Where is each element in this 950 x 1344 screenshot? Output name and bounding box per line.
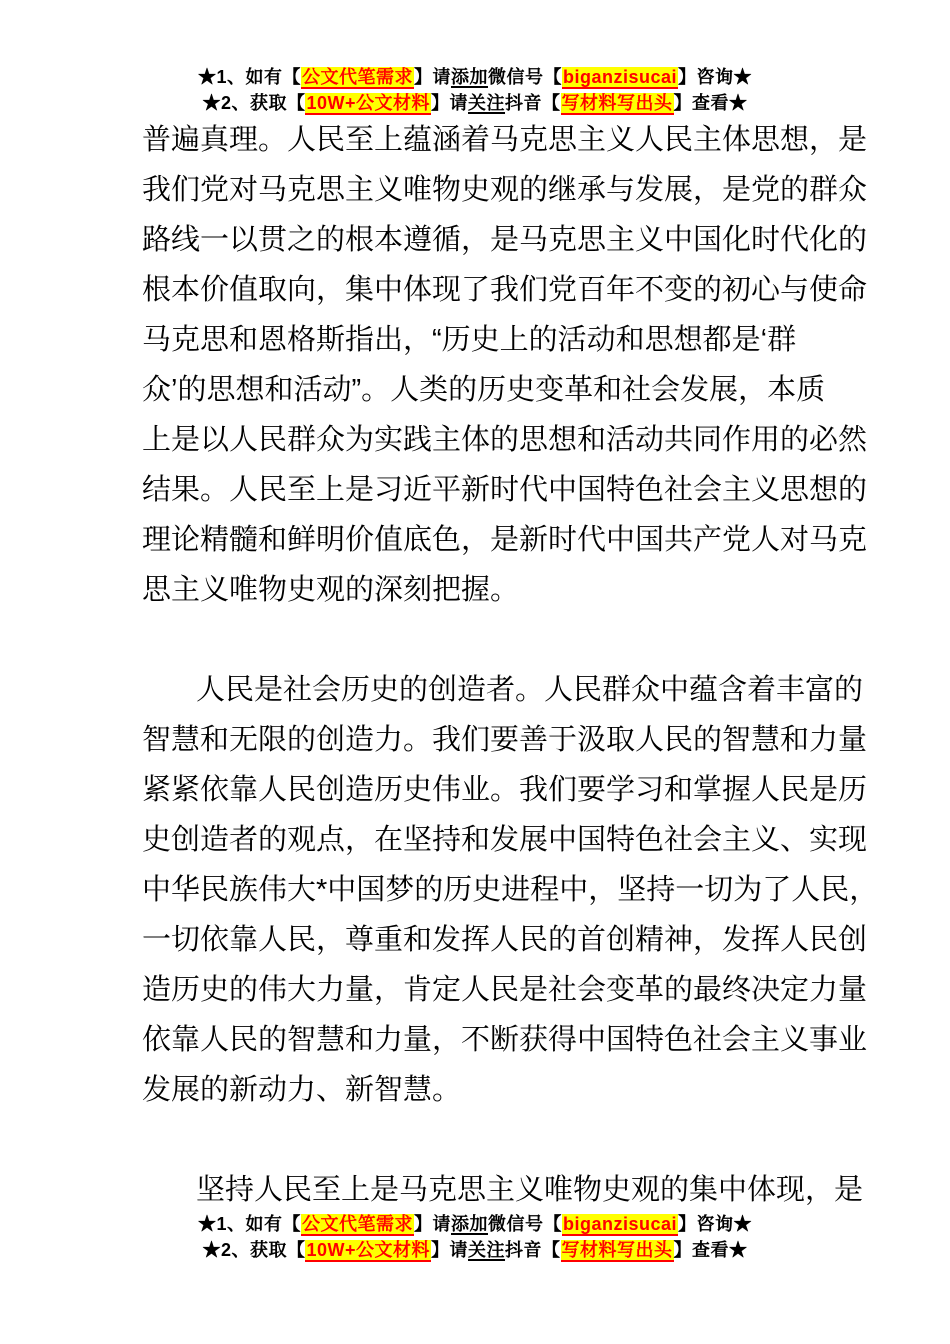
body-line: 造历史的伟大力量，肯定人民是社会变革的最终决定力量 bbox=[142, 974, 868, 1006]
promo-text: 】请 bbox=[413, 67, 451, 87]
promo-text: 】咨询★ bbox=[678, 1214, 753, 1234]
promo-banner-footer bbox=[0, 1211, 950, 1263]
body-line: 中华民族伟大*中国梦的历史进程中，坚持一切为了人民， bbox=[142, 874, 879, 906]
body-line: 史创造者的观点，在坚持和发展中国特色社会主义、实现 bbox=[142, 824, 868, 856]
body-line: 坚持人民至上是马克思主义唯物史观的集中体现，是 bbox=[196, 1174, 864, 1206]
document-body bbox=[142, 115, 879, 1215]
promo-text: ★2、获取【 bbox=[202, 1240, 306, 1260]
promo-text: 抖音【 bbox=[505, 93, 561, 113]
paragraph-2 bbox=[142, 665, 879, 1115]
paragraph-3 bbox=[142, 1165, 864, 1215]
promo-highlight-service: 公文代笔需求 bbox=[301, 1214, 413, 1234]
body-line: 智慧和无限的创造力。我们要善于汲取人民的智慧和力量 bbox=[142, 724, 868, 756]
body-line: 我们党对马克思主义唯物史观的继承与发展，是党的群众 bbox=[142, 174, 868, 206]
promo-banner-header bbox=[0, 64, 950, 116]
body-line: 发展的新动力、新智慧。 bbox=[142, 1074, 462, 1106]
body-line: 紧紧依靠人民创造历史伟业。我们要学习和掌握人民是历 bbox=[142, 774, 868, 806]
body-line: 普遍真理。人民至上蕴涵着马克思主义人民主体思想，是 bbox=[142, 124, 868, 156]
body-line: 人民是社会历史的创造者。人民群众中蕴含着丰富的 bbox=[196, 674, 864, 706]
promo-text: 】查看★ bbox=[673, 1240, 748, 1260]
promo-text: 】查看★ bbox=[673, 93, 748, 113]
body-line: 一切依靠人民，尊重和发挥人民的首创精神，发挥人民创 bbox=[142, 924, 868, 956]
promo-highlight-wechat-id: biganzisucai bbox=[562, 67, 678, 87]
promo-highlight-service: 公文代笔需求 bbox=[301, 67, 413, 87]
body-line: 依靠人民的智慧和力量，不断获得中国特色社会主义事业 bbox=[142, 1024, 868, 1056]
promo-text: 】请 bbox=[413, 1214, 451, 1234]
promo-underline-follow: 关注 bbox=[468, 93, 506, 113]
promo-line-2 bbox=[0, 90, 950, 116]
promo-line-1 bbox=[0, 64, 950, 90]
promo-underline-add: 添加 bbox=[450, 67, 488, 87]
promo-underline-add: 添加 bbox=[450, 1214, 488, 1234]
promo-text: 】请 bbox=[431, 93, 469, 113]
promo-underline-follow: 关注 bbox=[468, 1240, 506, 1260]
body-line: 上是以人民群众为实践主体的思想和活动共同作用的必然 bbox=[142, 424, 868, 456]
promo-highlight-wechat-id: biganzisucai bbox=[562, 1214, 678, 1234]
promo-text: ★1、如有【 bbox=[197, 1214, 301, 1234]
promo-text: 抖音【 bbox=[505, 1240, 561, 1260]
promo-highlight-douyin-id: 写材料写出头 bbox=[561, 1240, 673, 1260]
promo-highlight-materials: 10W+公文材料 bbox=[306, 93, 431, 113]
body-line: 马克思和恩格斯指出，“历史上的活动和思想都是‘群 bbox=[142, 324, 797, 356]
promo-text: 微信号【 bbox=[487, 1214, 562, 1234]
body-line: 众’的思想和活动”。人类的历史变革和社会发展，本质 bbox=[142, 374, 826, 406]
body-line: 根本价值取向，集中体现了我们党百年不变的初心与使命 bbox=[142, 274, 868, 306]
promo-text: 微信号【 bbox=[487, 67, 562, 87]
promo-highlight-materials: 10W+公文材料 bbox=[306, 1240, 431, 1260]
promo-line-1 bbox=[0, 1211, 950, 1237]
body-line: 路线一以贯之的根本遵循，是马克思主义中国化时代化的 bbox=[142, 224, 868, 256]
promo-line-2 bbox=[0, 1237, 950, 1263]
body-line: 结果。人民至上是习近平新时代中国特色社会主义思想的 bbox=[142, 474, 868, 506]
promo-highlight-douyin-id: 写材料写出头 bbox=[561, 93, 673, 113]
paragraph-1 bbox=[142, 115, 868, 615]
promo-text: 】咨询★ bbox=[678, 67, 753, 87]
promo-text: ★1、如有【 bbox=[197, 67, 301, 87]
promo-text: ★2、获取【 bbox=[202, 93, 306, 113]
body-line: 思主义唯物史观的深刻把握。 bbox=[142, 574, 520, 606]
promo-text: 】请 bbox=[431, 1240, 469, 1260]
body-line: 理论精髓和鲜明价值底色，是新时代中国共产党人对马克 bbox=[142, 524, 868, 556]
